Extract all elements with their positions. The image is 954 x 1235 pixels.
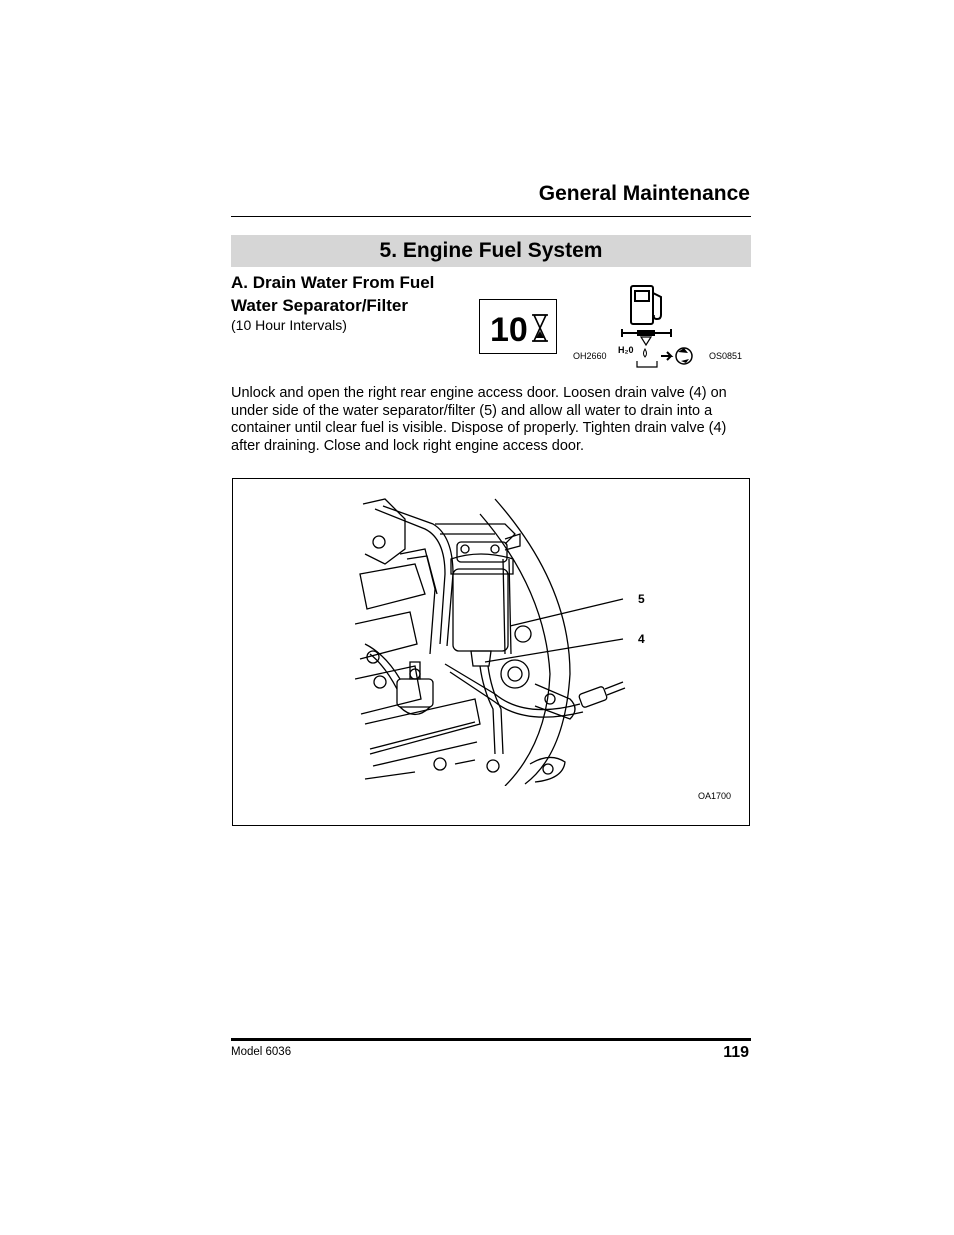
section-heading-band <box>231 235 751 267</box>
hour-symbol-number: 10 <box>490 311 528 349</box>
interval-note: (10 Hour Intervals) <box>231 317 347 333</box>
h2o-label: H₂0 <box>618 345 634 355</box>
callout-label-4: 4 <box>638 632 645 646</box>
callout-label-5: 5 <box>638 592 645 606</box>
header-rule <box>231 216 751 217</box>
section-title: 5. Engine Fuel System <box>379 239 603 262</box>
engine-fuel-filter-illustration <box>355 494 630 786</box>
hour-symbol-code: OH2660 <box>573 351 607 361</box>
hour-interval-symbol <box>479 299 557 354</box>
figure-code: OA1700 <box>698 791 732 801</box>
model-label: Model 6036 <box>231 1046 292 1058</box>
fuel-symbol-code: OS0851 <box>709 351 743 361</box>
instruction-paragraph: Unlock and open the right rear engine access door. Loosen drain valve (4) on under side of the water separator/filter (5) and allow all water to drain into a container until clear fuel is visible. Dispose of properly. Tighten drain valve (4) after draining. Close and lock right engine access door. <box>231 385 727 454</box>
fuel-water-drain-icon <box>615 283 695 368</box>
page-number: 119 <box>723 1044 749 1061</box>
hourglass-icon <box>480 300 556 353</box>
footer-rule <box>231 1038 751 1041</box>
subsection-title: A. Drain Water From Fuel Water Separator/Filter <box>231 273 435 315</box>
chapter-title: General Maintenance <box>538 182 750 205</box>
